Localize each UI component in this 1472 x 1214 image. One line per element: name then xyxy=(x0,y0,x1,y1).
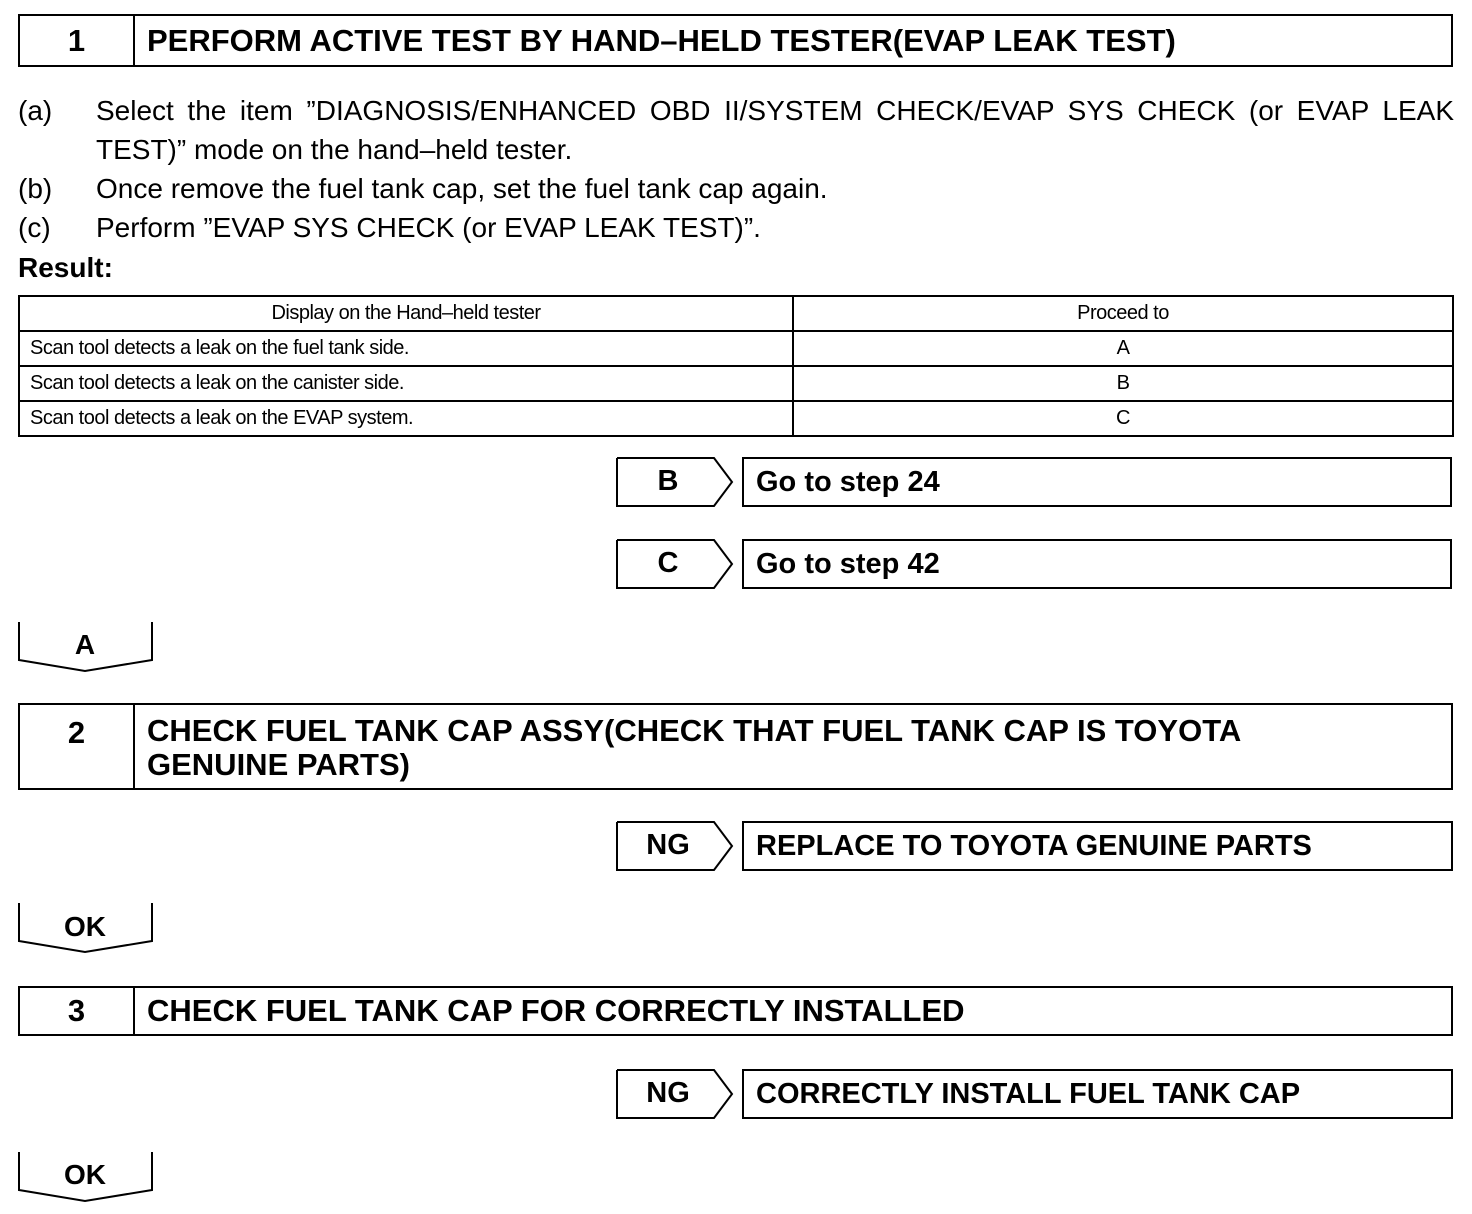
table-cell-proceed: C xyxy=(793,401,1453,436)
flow-label: OK xyxy=(64,1159,106,1190)
step-2-number: 2 xyxy=(20,705,135,788)
instruction-text: Perform ”EVAP SYS CHECK (or EVAP LEAK TEST)”. xyxy=(96,212,761,243)
table-cell-display: Scan tool detects a leak on the fuel tank side. xyxy=(19,331,793,366)
branch-target-ng: CORRECTLY INSTALL FUEL TANK CAP xyxy=(742,1069,1453,1119)
instruction-item xyxy=(18,91,1454,169)
instruction-text: Select the item ”DIAGNOSIS/ENHANCED OBD II/SYSTEM CHECK/EVAP SYS CHECK (or EVAP LEAK TEST)” mode on the hand–held tester. xyxy=(96,95,1454,165)
instruction-text: Once remove the fuel tank cap, set the fuel tank cap again. xyxy=(96,173,828,204)
instruction-label: (c) xyxy=(18,212,51,243)
branch-ng-step-2 xyxy=(616,821,1453,871)
table-cell-display: Scan tool detects a leak on the canister side. xyxy=(19,366,793,401)
table-header-proceed: Proceed to xyxy=(793,296,1453,331)
flow-ok-step-2 xyxy=(18,902,156,954)
step-3-number: 3 xyxy=(20,988,135,1034)
table-row xyxy=(19,366,1453,401)
table-cell-proceed: B xyxy=(793,366,1453,401)
branch-c xyxy=(616,539,1452,589)
table-header-row xyxy=(19,296,1453,331)
flow-label: OK xyxy=(64,911,106,942)
instruction-label: (a) xyxy=(18,95,53,126)
step-2-header xyxy=(18,703,1453,790)
branch-tag-label: C xyxy=(657,546,679,579)
branch-tag-b xyxy=(616,457,734,505)
branch-target-b: Go to step 24 xyxy=(742,457,1452,507)
branch-tag-ng xyxy=(616,821,734,869)
branch-ng-step-3 xyxy=(616,1069,1453,1119)
step-1-title: PERFORM ACTIVE TEST BY HAND–HELD TESTER(EVAP LEAK TEST) xyxy=(147,22,1176,58)
instruction-label: (b) xyxy=(18,173,53,204)
branch-tag-label: NG xyxy=(646,828,690,861)
instruction-item xyxy=(18,169,1454,208)
instruction-item xyxy=(18,208,1454,247)
branch-tag-label: NG xyxy=(646,1076,690,1109)
branch-target-c: Go to step 42 xyxy=(742,539,1452,589)
step-3-title: CHECK FUEL TANK CAP FOR CORRECTLY INSTALLED xyxy=(147,993,965,1028)
step-2-title: CHECK FUEL TANK CAP ASSY(CHECK THAT FUEL TANK CAP IS TOYOTA GENUINE PARTS) xyxy=(147,713,1241,782)
table-cell-proceed: A xyxy=(793,331,1453,366)
result-label: Result: xyxy=(18,252,113,283)
table-header-display: Display on the Hand–held tester xyxy=(19,296,793,331)
flow-ok-step-3 xyxy=(18,1151,156,1203)
result-table xyxy=(18,295,1454,437)
branch-target-ng: REPLACE TO TOYOTA GENUINE PARTS xyxy=(742,821,1453,871)
step-1-instructions xyxy=(18,91,1454,247)
step-1-number: 1 xyxy=(20,16,135,65)
branch-b xyxy=(616,457,1452,507)
branch-tag-c xyxy=(616,539,734,587)
table-row xyxy=(19,401,1453,436)
branch-tag-ng xyxy=(616,1069,734,1117)
table-cell-display: Scan tool detects a leak on the EVAP system. xyxy=(19,401,793,436)
flow-a xyxy=(18,621,156,673)
branch-tag-label: B xyxy=(657,464,679,497)
step-1-header xyxy=(18,14,1453,67)
flow-label: A xyxy=(74,629,96,660)
step-3-header xyxy=(18,986,1453,1036)
table-row xyxy=(19,331,1453,366)
